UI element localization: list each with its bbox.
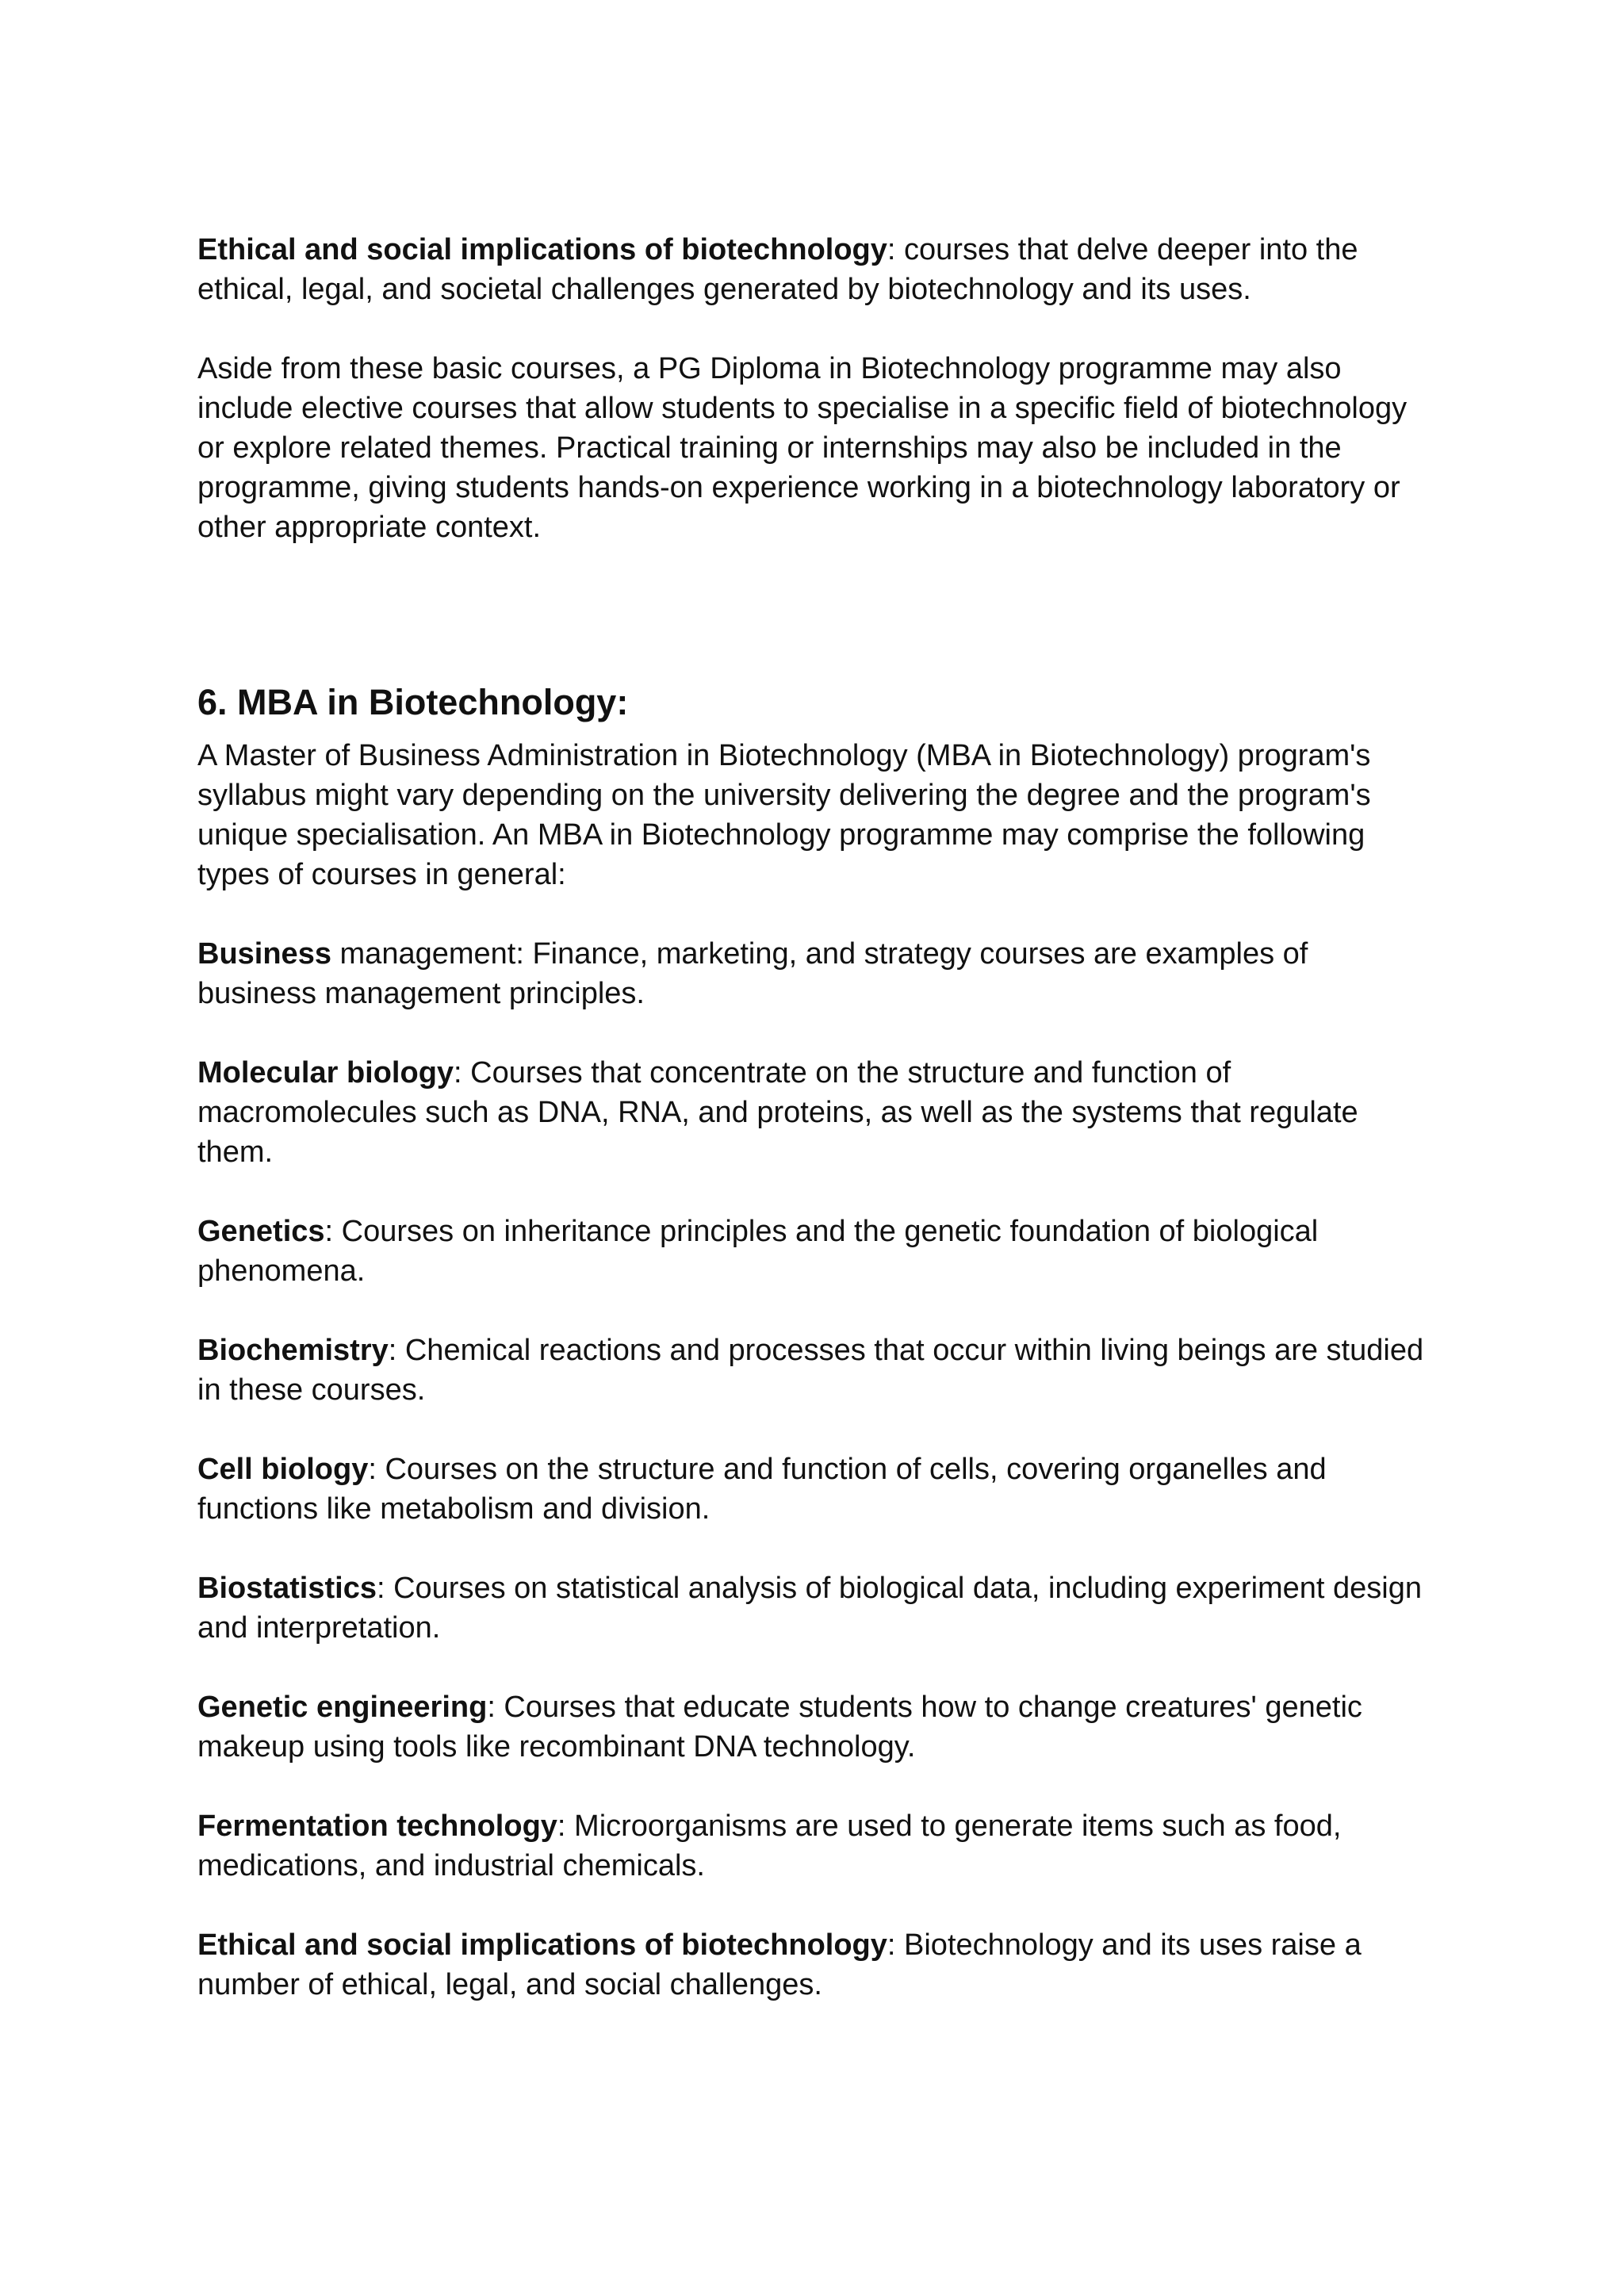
course-item (197, 1212, 1434, 1291)
course-text: : Courses on statistical analysis of biological data, including experiment design and interpretation. (197, 1572, 1423, 1645)
course-term: Molecular biology (197, 1056, 454, 1090)
course-text: : Biotechnology and its uses raise a number of ethical, legal, and social challenges. (197, 1928, 1362, 2001)
paragraph-aside: Aside from these basic courses, a PG Diploma in Biotechnology programme may also include elective courses that allow students to specialise in a specific field of biotechnology or explore related themes. Practical training or internships may also be included in the programme, giving students hands-on experience working in a biotechnology laboratory or other appropriate context. (197, 352, 1408, 544)
course-item (197, 1687, 1434, 1767)
course-term: Fermentation technology (197, 1810, 557, 1843)
paragraph-ethical-implications (197, 230, 1434, 309)
course-term: Biochemistry (197, 1334, 389, 1367)
course-term: Ethical and social implications of biotechnology (197, 1928, 887, 1962)
course-text: management: Finance, marketing, and strategy courses are examples of business management principles. (197, 937, 1308, 1010)
course-item (197, 1806, 1434, 1886)
course-text: : Microorganisms are used to generate items such as food, medications, and industrial chemicals. (197, 1810, 1342, 1882)
course-term: Genetics (197, 1215, 325, 1248)
course-term: Business (197, 937, 331, 971)
course-item (197, 1568, 1434, 1648)
course-item (197, 1925, 1434, 2005)
course-text: : Chemical reactions and processes that occur within living beings are studied in these courses. (197, 1334, 1424, 1407)
course-text: : Courses that educate students how to change creatures' genetic makeup using tools like recombinant DNA technology. (197, 1691, 1362, 1764)
course-text: : Courses on inheritance principles and the genetic foundation of biological phenomena. (197, 1215, 1319, 1288)
document-page (197, 230, 1434, 2044)
course-text: : Courses that concentrate on the structure and function of macromolecules such as DNA, RNA, and proteins, as well as the systems that regulate them. (197, 1056, 1358, 1169)
course-term: Cell biology (197, 1453, 369, 1486)
course-text: : Courses on the structure and function of cells, covering organelles and functions like metabolism and division. (197, 1453, 1327, 1526)
section-spacer (197, 587, 1434, 674)
text-ethical-implications: : courses that delve deeper into the ethical, legal, and societal challenges generated by biotechnology and its uses. (197, 233, 1358, 306)
course-item (197, 1053, 1434, 1172)
course-item (197, 1450, 1434, 1529)
course-term: Genetic engineering (197, 1691, 488, 1724)
paragraph-mba-intro: A Master of Business Administration in Biotechnology (MBA in Biotechnology) program's syllabus might vary depending on the university delivering the degree and the program's unique specialisation. An MBA in Biotechnology programme may comprise the following types of courses in general: (197, 739, 1371, 891)
course-item (197, 1331, 1434, 1410)
term-ethical-implications: Ethical and social implications of biotechnology (197, 233, 887, 266)
section-heading-mba: 6. MBA in Biotechnology: (197, 682, 629, 722)
course-term: Biostatistics (197, 1572, 377, 1605)
course-item (197, 934, 1434, 1013)
